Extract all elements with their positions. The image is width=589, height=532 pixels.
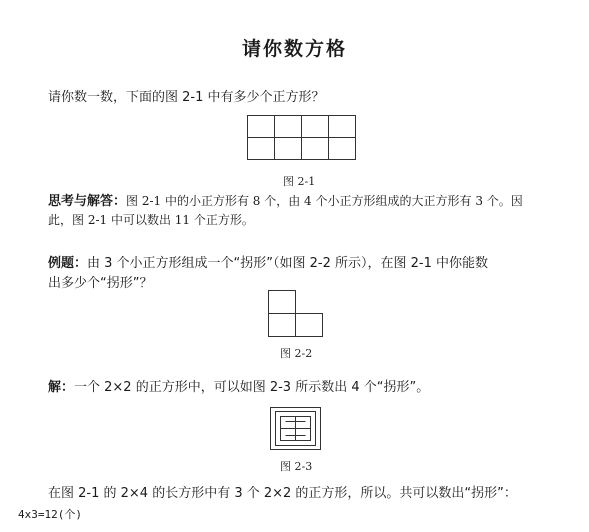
figure-2-1-caption: 图 2-1 [283,175,316,188]
conclusion-line-2: 4x3=12(个) [18,508,82,521]
figure-2-3-caption: 图 2-3 [280,460,313,473]
figure-2-2-caption: 图 2-2 [280,347,313,360]
solution-label: 解： [48,380,75,395]
example-label: 例题： [48,256,88,271]
intro-question: 请你数一数，下面的图 2-1 中有多少个正方形？ [48,90,325,105]
answer-text-1: 图 2-1 中的小正方形有 8 个，由 4 个小正方形组成的大正方形有 3 个。因 [126,194,523,208]
answer-line-1 [48,193,523,210]
answer-label: 思考与解答： [48,194,127,209]
example-line-1 [48,256,488,272]
solution-line [48,380,429,396]
figure-2-3-nested-l-shapes [270,407,322,451]
example-line-2: 出多少个“拐形”？ [48,276,153,291]
example-text-1: 由 3 个小正方形组成一个“拐形”（如图 2-2 所示），在图 2-1 中你能数 [87,256,489,271]
figure-2-2-l-shape [268,290,326,338]
page-title: 请你数方格 [241,38,347,60]
answer-line-2: 此，图 2-1 中可以数出 11 个正方形。 [48,213,254,227]
figure-2-1-grid [247,115,357,161]
solution-text: 一个 2×2 的正方形中，可以如图 2-3 所示数出 4 个“拐形”。 [74,380,430,395]
conclusion-line-1: 在图 2-1 的 2×4 的长方形中有 3 个 2×2 的正方形，所以。共可以数出“拐形”： [48,486,517,501]
